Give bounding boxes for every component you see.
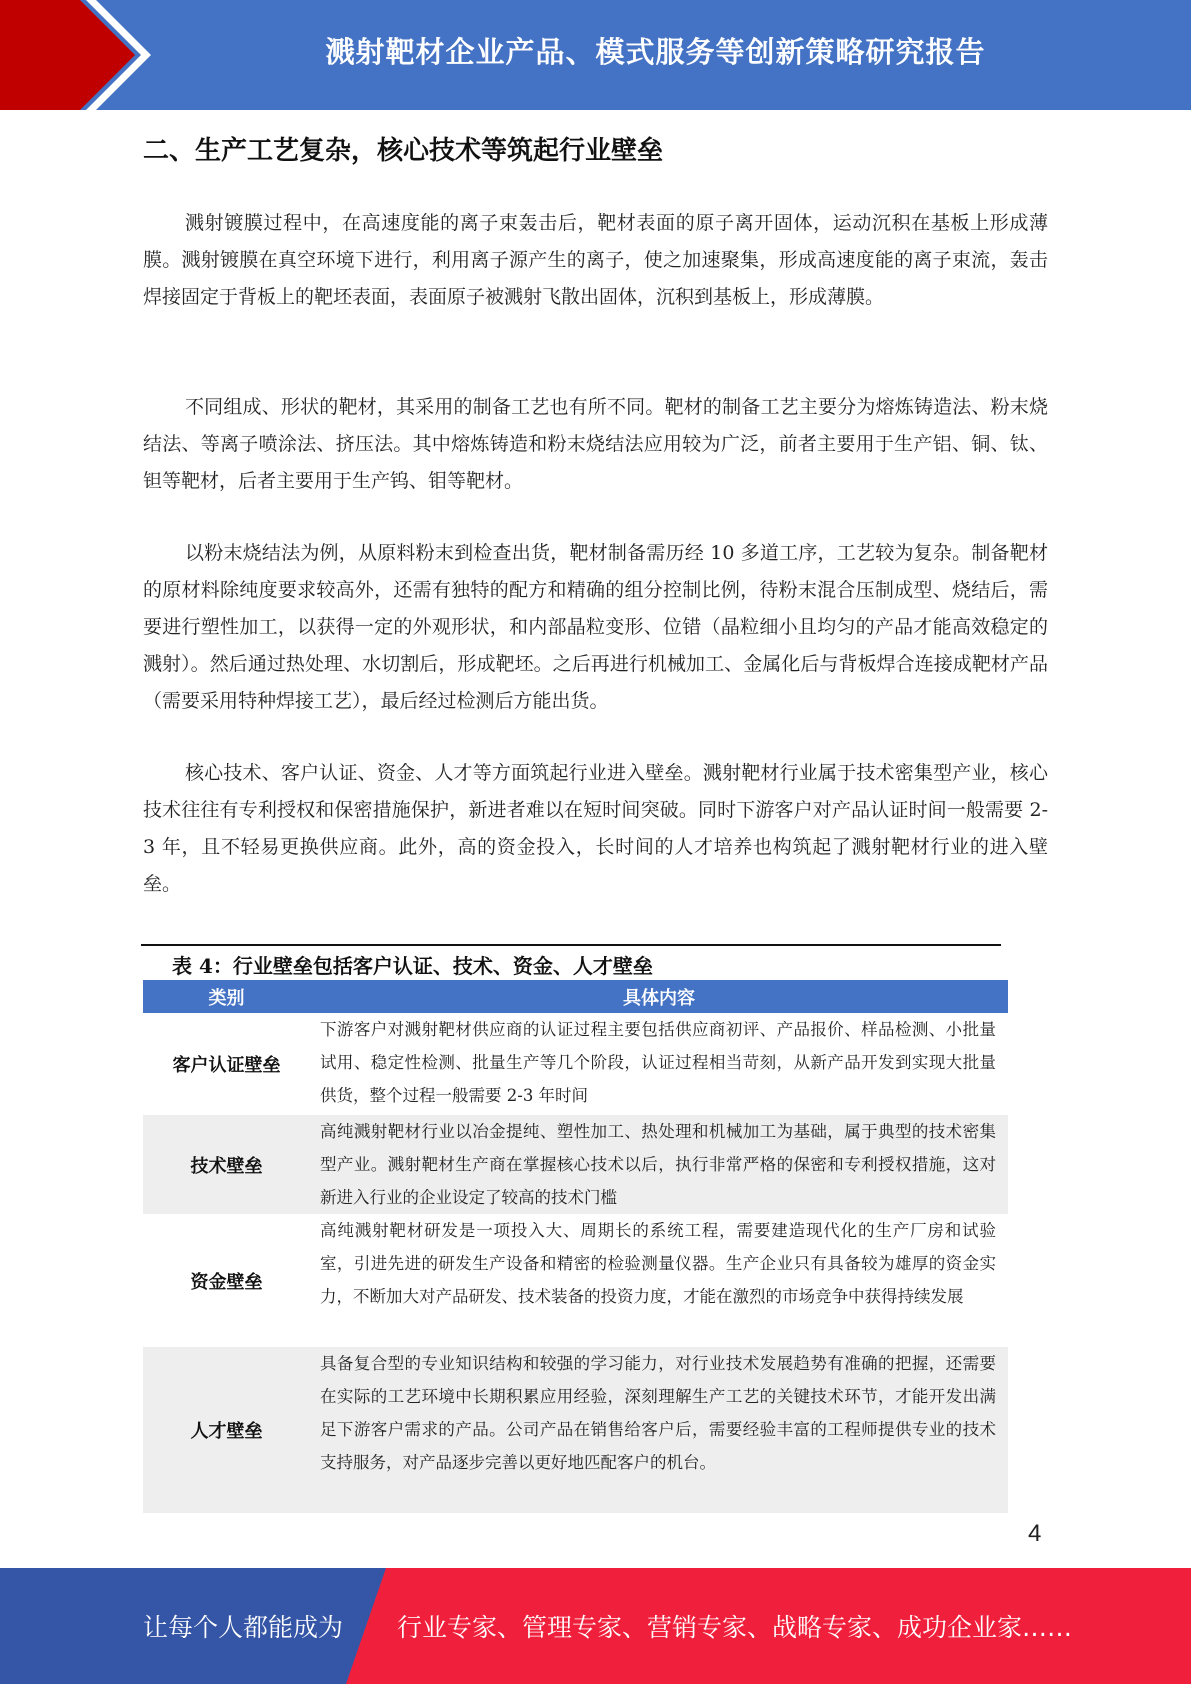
table-row: [143, 1347, 1008, 1513]
table-header-row: [143, 980, 1008, 1013]
paragraph-preparation-methods: 不同组成、形状的靶材，其采用的制备工艺也有所不同。靶材的制备工艺主要分为熔炼铸造法、粉末烧结法、等离子喷涂法、挤压法。其中熔炼铸造和粉末烧结法应用较为广泛，前者主要用于生产铝、铜、钛、钽等靶材，后者主要用于生产钨、钼等靶材。: [143, 396, 1048, 492]
row-category: 人才壁垒: [190, 1421, 263, 1442]
row-content: 高纯溅射靶材研发是一项投入大、周期长的系统工程，需要建造现代化的生产厂房和试验室，引进先进的研发生产设备和精密的检验测量仪器。生产企业只有具备较为雄厚的资金实力，不断加大对产品研发、技术装备的投资力度，才能在激烈的市场竞争中获得持续发展: [320, 1221, 996, 1306]
paragraph-industry-barriers: 核心技术、客户认证、资金、人才等方面筑起行业进入壁垒。溅射靶材行业属于技术密集型产业，核心技术往往有专利授权和保密措施保护，新进者难以在短时间突破。同时下游客户对产品认证时间一般需要 2-3 年，且不轻易更换供应商。此外，高的资金投入，长时间的人才培养也构筑起了溅射靶材行业的进入壁垒。: [143, 762, 1048, 895]
row-content: 具备复合型的专业知识结构和较强的学习能力，对行业技术发展趋势有准确的把握，还需要在实际的工艺环境中长期积累应用经验，深刻理解生产工艺的关键技术环节，才能开发出满足下游客户需求的产品。公司产品在销售给客户后，需要经验丰富的工程师提供专业的技术支持服务，对产品逐步完善以更好地匹配客户的机台。: [320, 1354, 996, 1472]
paragraph-sputtering-process: 溅射镀膜过程中，在高速度能的离子束轰击后，靶材表面的原子离开固体，运动沉积在基板上形成薄膜。溅射镀膜在真空环境下进行，利用离子源产生的离子，使之加速聚集，形成高速度能的离子束流，轰击焊接固定于背板上的靶坯表面，表面原子被溅射飞散出固体，沉积到基板上，形成薄膜。: [143, 212, 1048, 308]
barriers-table: [143, 980, 1008, 1513]
row-content: 高纯溅射靶材行业以冶金提纯、塑性加工、热处理和机械加工为基础，属于典型的技术密集型产业。溅射靶材生产商在掌握核心技术以后，执行非常严格的保密和专利授权措施，这对新进入行业的企业设定了较高的技术门槛: [320, 1122, 996, 1207]
report-title: 溅射靶材企业产品、模式服务等创新策略研究报告: [325, 34, 986, 69]
row-category: 资金壁垒: [190, 1271, 263, 1293]
footer-slogan-right: 行业专家、管理专家、营销专家、战略专家、成功企业家……: [397, 1613, 1073, 1642]
header-red-arrow: [0, 0, 150, 110]
table-header-category: 类别: [208, 987, 245, 1009]
table-row: [143, 1013, 1008, 1115]
table-row: [143, 1214, 1008, 1347]
table-header-content: 具体内容: [623, 987, 695, 1009]
section-heading: 二、生产工艺复杂，核心技术等筑起行业壁垒: [143, 136, 664, 166]
footer-banner: [0, 1568, 1191, 1684]
paragraph-powder-sintering: 以粉末烧结法为例，从原料粉末到检查出货，靶材制备需历经 10 多道工序，工艺较为复杂。制备靶材的原材料除纯度要求较高外，还需有独特的配方和精确的组分控制比例，待粉末混合压制成型、烧结后，需要进行塑性加工，以获得一定的外观形状，和内部晶粒变形、位错（晶粒细小且均匀的产品才能高效稳定的溅射）。然后通过热处理、水切割后，形成靶坯。之后再进行机械加工、金属化后与背板焊合连接成靶材产品（需要采用特种焊接工艺），最后经过检测后方能出货。: [143, 542, 1048, 712]
page-number: 4: [1028, 1520, 1042, 1547]
row-content: 下游客户对溅射靶材供应商的认证过程主要包括供应商初评、产品报价、样品检测、小批量试用、稳定性检测、批量生产等几个阶段，认证过程相当苛刻，从新产品开发到实现大批量供货，整个过程一般需要 2-3 年时间: [320, 1020, 996, 1105]
row-category: 技术壁垒: [190, 1155, 263, 1177]
row-category: 客户认证壁垒: [172, 1055, 281, 1076]
table-row: [143, 1115, 1008, 1214]
table-top-rule: [141, 944, 1001, 946]
header-banner: [0, 0, 1191, 110]
footer-slogan-left: 让每个人都能成为: [143, 1613, 344, 1642]
table-caption: 表 4：行业壁垒包括客户认证、技术、资金、人才壁垒: [172, 954, 653, 978]
